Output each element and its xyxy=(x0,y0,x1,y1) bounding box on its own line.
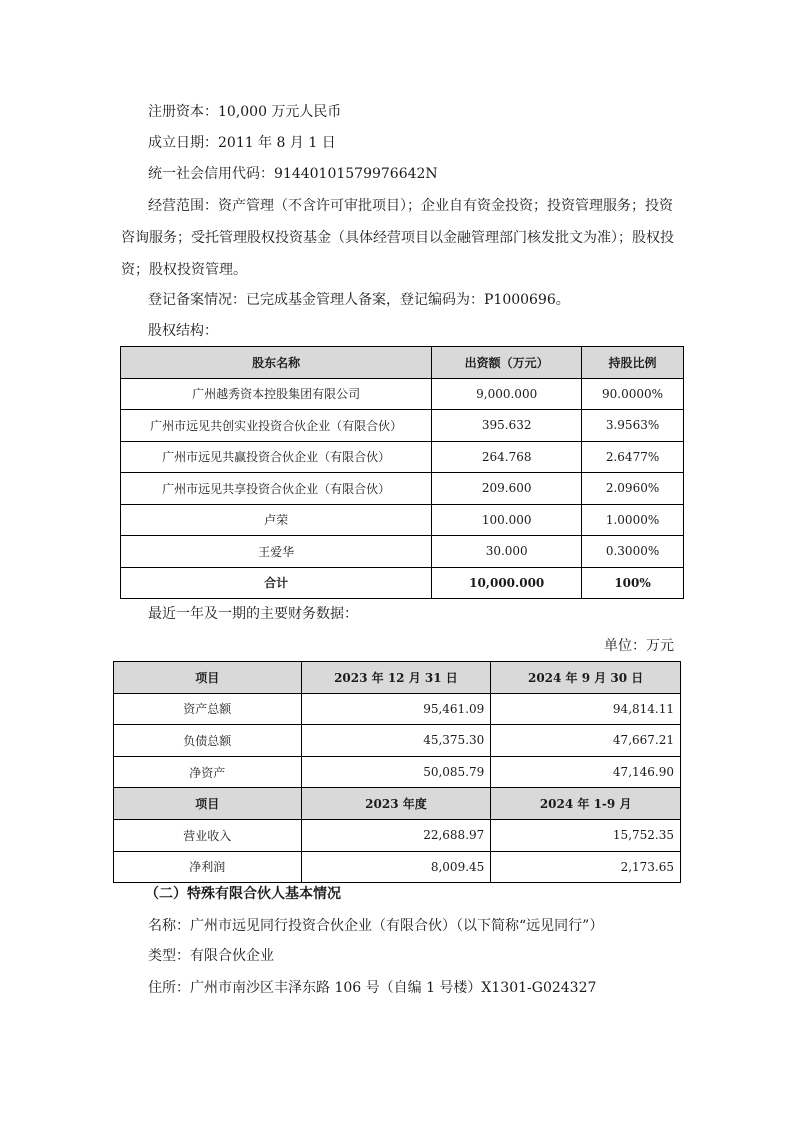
value-2023: 95,461.09 xyxy=(301,693,491,725)
value-2024: 47,667.21 xyxy=(491,725,681,757)
equity-total-row xyxy=(121,567,684,599)
item-label: 净资产 xyxy=(114,756,302,788)
equity-header-row xyxy=(121,347,684,379)
table-row xyxy=(121,536,684,568)
ratio: 3.9563% xyxy=(582,410,684,442)
header-2024-09-30: 2024 年 9 月 30 日 xyxy=(491,662,681,694)
section-heading: （二）特殊有限合伙人基本情况 xyxy=(145,886,341,902)
value-2023: 22,688.97 xyxy=(301,819,491,851)
item-label: 营业收入 xyxy=(114,819,302,851)
finance-header-row xyxy=(114,662,681,694)
equity-table xyxy=(120,346,684,599)
value-2024: 2,173.65 xyxy=(491,851,681,883)
table-row xyxy=(121,473,684,505)
credit-code: 统一社会信用代码：91440101579976642N xyxy=(148,166,438,182)
value-2023: 45,375.30 xyxy=(301,725,491,757)
finance-header-row-2 xyxy=(114,788,681,820)
business-scope-line-1: 经营范围：资产管理（不含许可审批项目）；企业自有资金投资；投资管理服务；投资 xyxy=(148,198,673,214)
header-2023-12-31: 2023 年 12 月 31 日 xyxy=(301,662,491,694)
contribution: 209.600 xyxy=(432,473,582,505)
ratio: 90.0000% xyxy=(582,378,684,410)
table-row xyxy=(121,504,684,536)
ratio: 2.0960% xyxy=(582,473,684,505)
finance-table xyxy=(113,661,681,883)
total-contribution: 10,000.000 xyxy=(432,567,582,599)
partner-name: 名称：广州市远见同行投资合伙企业（有限合伙）（以下简称“远见同行”） xyxy=(148,918,604,934)
unit-label: 单位：万元 xyxy=(604,638,674,654)
ratio: 2.6477% xyxy=(582,441,684,473)
shareholder-name: 广州越秀资本控股集团有限公司 xyxy=(121,378,432,410)
header-2024-jan-sep: 2024 年 1-9 月 xyxy=(491,788,681,820)
header-2023-year: 2023 年度 xyxy=(301,788,491,820)
table-row xyxy=(121,441,684,473)
table-row xyxy=(114,819,681,851)
table-row xyxy=(121,378,684,410)
contribution: 30.000 xyxy=(432,536,582,568)
header-item: 项目 xyxy=(114,662,302,694)
table-row xyxy=(114,693,681,725)
shareholder-name: 卢荣 xyxy=(121,504,432,536)
value-2024: 15,752.35 xyxy=(491,819,681,851)
shareholder-name: 王爱华 xyxy=(121,536,432,568)
partner-type: 类型：有限合伙企业 xyxy=(148,948,274,964)
table-row xyxy=(114,756,681,788)
contribution: 9,000.000 xyxy=(432,378,582,410)
business-scope-line-2: 咨询服务；受托管理股权投资基金（具体经营项目以金融管理部门核发批文为准）；股权投 xyxy=(121,230,674,246)
table-row xyxy=(114,851,681,883)
registration-status: 登记备案情况：已完成基金管理人备案，登记编码为：P1000696。 xyxy=(148,292,570,308)
partner-address: 住所：广州市南沙区丰泽东路 106 号（自编 1 号楼）X1301-G024327 xyxy=(148,980,597,996)
ratio: 1.0000% xyxy=(582,504,684,536)
total-ratio: 100% xyxy=(582,567,684,599)
header-item: 项目 xyxy=(114,788,302,820)
value-2023: 8,009.45 xyxy=(301,851,491,883)
item-label: 负债总额 xyxy=(114,725,302,757)
business-scope-line-3: 资；股权投资管理。 xyxy=(121,262,247,278)
shareholder-name: 广州市远见共享投资合伙企业（有限合伙） xyxy=(121,473,432,505)
table-row xyxy=(121,410,684,442)
shareholder-name: 广州市远见共赢投资合伙企业（有限合伙） xyxy=(121,441,432,473)
value-2024: 94,814.11 xyxy=(491,693,681,725)
contribution: 100.000 xyxy=(432,504,582,536)
contribution: 395.632 xyxy=(432,410,582,442)
header-ratio: 持股比例 xyxy=(582,347,684,379)
contribution: 264.768 xyxy=(432,441,582,473)
ratio: 0.3000% xyxy=(582,536,684,568)
table-row xyxy=(114,725,681,757)
established-date: 成立日期：2011 年 8 月 1 日 xyxy=(148,135,336,151)
finance-title: 最近一年及一期的主要财务数据： xyxy=(148,606,358,622)
equity-structure-title: 股权结构： xyxy=(148,323,218,339)
registered-capital: 注册资本：10,000 万元人民币 xyxy=(148,104,342,120)
item-label: 资产总额 xyxy=(114,693,302,725)
value-2024: 47,146.90 xyxy=(491,756,681,788)
header-shareholder: 股东名称 xyxy=(121,347,432,379)
item-label: 净利润 xyxy=(114,851,302,883)
header-contribution: 出资额（万元） xyxy=(432,347,582,379)
total-label: 合计 xyxy=(121,567,432,599)
shareholder-name: 广州市远见共创实业投资合伙企业（有限合伙） xyxy=(121,410,432,442)
value-2023: 50,085.79 xyxy=(301,756,491,788)
